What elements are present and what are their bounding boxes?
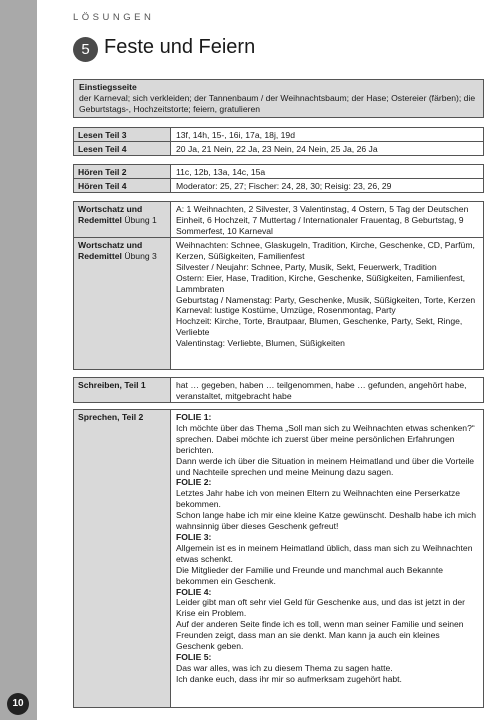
row-value: A: 1 Weihnachten, 2 Silvester, 3 Valentinstag, 4 Ostern, 5 Tag der Deutschen Einheit, 6 Hochzeit, 7 Muttertag / Internationaler Frauentag, 8 Geburtstag, 9 Sommerfest, 10 Karneval bbox=[176, 204, 469, 236]
hoeren-row-2 bbox=[73, 164, 484, 179]
page-number: 10 bbox=[7, 693, 29, 715]
folie-paragraph: Ich möchte über das Thema „Soll man sich zu Weihnachten etwas schenken?“ sprechen. Dabei möchte ich zuerst über meine persönlichen Erfahrungen berichten. bbox=[176, 422, 475, 455]
row-value bbox=[171, 410, 483, 707]
schreiben-row bbox=[73, 377, 484, 403]
row-label: Sprechen, Teil 2 bbox=[74, 410, 171, 707]
chapter-number-badge: 5 bbox=[73, 37, 98, 62]
folie-paragraph: Schon lange habe ich mir eine kleine Katze gewünscht. Deshalb habe ich mich wahnsinnig über dieses Geschenk gefreut! bbox=[176, 510, 477, 532]
chapter-title: Feste und Feiern bbox=[104, 36, 256, 58]
folie-paragraph: Ich danke euch, dass ihr mir so aufmerksam zugehört habt. bbox=[176, 673, 402, 684]
wortschatz-line: Silvester / Neujahr: Schnee, Party, Musik, Sekt, Feuerwerk, Tradition bbox=[176, 261, 437, 272]
left-margin-band bbox=[0, 0, 37, 720]
row-value: hat … gegeben, haben … teilgenommen, habe … gefunden, angehört habe, veranstaltet, mitgebracht habe bbox=[176, 380, 467, 401]
wortschatz-uebung-1-row bbox=[73, 201, 484, 238]
lesen-row-3 bbox=[73, 127, 484, 142]
row-value: 20 Ja, 21 Nein, 22 Ja, 23 Nein, 24 Nein, 25 Ja, 26 Ja bbox=[176, 144, 378, 154]
wortschatz-line: Ostern: Eier, Hase, Tradition, Kirche, Geschenke, Süßigkeiten, Familienfest, Lammbraten bbox=[176, 272, 465, 294]
row-label: Lesen Teil 3 bbox=[74, 128, 171, 141]
row-label: Hören Teil 4 bbox=[74, 179, 171, 192]
folie-paragraph: Dann werde ich über die Situation in meinem Heimatland und über die Vorteile und Nachteile sprechen und meine Meinung dazu sagen. bbox=[176, 455, 475, 477]
folie-paragraph: Leider gibt man oft sehr viel Geld für Geschenke aus, und das ist jetzt in der Krise ein Problem. bbox=[176, 597, 465, 619]
folie-paragraph: Letztes Jahr habe ich von meinen Eltern zu Weihnachten eine Perserkatze bekommen. bbox=[176, 488, 461, 510]
row-value: 13f, 14h, 15-, 16i, 17a, 18j, 19d bbox=[176, 130, 295, 140]
row-value: Moderator: 25, 27; Fischer: 24, 28, 30; Reisig: 23, 26, 29 bbox=[176, 181, 392, 191]
wortschatz-uebung-3-row bbox=[73, 237, 484, 370]
intro-text: der Karneval; sich verkleiden; der Tannenbaum / der Weihnachtsbaum; der Hase; Ostereier (färben); die Geburtstags-, Hochzeitstorte; feiern, gratulieren bbox=[79, 92, 476, 114]
row-label: Wortschatz und Redemittel Übung 1 bbox=[74, 202, 171, 237]
row-label: Lesen Teil 4 bbox=[74, 142, 171, 155]
row-value: 11c, 12b, 13a, 14c, 15a bbox=[176, 167, 266, 177]
row-label: Schreiben, Teil 1 bbox=[74, 378, 171, 402]
sprechen-row bbox=[73, 409, 484, 708]
wortschatz-line: Weihnachten: Schnee, Glaskugeln, Tradition, Kirche, Geschenke, CD, Parfüm, Kerzen, Süßigkeiten, Familienfest bbox=[176, 240, 475, 261]
row-value bbox=[171, 238, 483, 369]
folie-title: FOLIE 3: bbox=[176, 531, 212, 542]
wortschatz-line: Karneval: lustige Kostüme, Umzüge, Rosenmontag, Party bbox=[176, 305, 396, 316]
folie-title: FOLIE 4: bbox=[176, 586, 212, 597]
row-label: Hören Teil 2 bbox=[74, 165, 171, 178]
folie-paragraph: Auf der anderen Seite finde ich es toll, wenn man seiner Familie und seinen Freunden zeigt, dass man an sie denkt. Man kann ja auch ein kleines Geschenk geben. bbox=[176, 619, 464, 652]
folie-title: FOLIE 1: bbox=[176, 412, 212, 422]
section-label: LÖSUNGEN bbox=[73, 12, 155, 23]
folie-paragraph: Allgemein ist es in meinem Heimatland üblich, dass man sich zu Weihnachten etwas schenkt. bbox=[176, 542, 473, 564]
lesen-row-4 bbox=[73, 141, 484, 156]
row-label: Wortschatz und Redemittel Übung 3 bbox=[74, 238, 171, 369]
wortschatz-line: Hochzeit: Kirche, Torte, Brautpaar, Blumen, Geschenke, Party, Sekt, Ringe, Verliebte bbox=[176, 316, 463, 338]
folie-paragraph: Die Mitglieder der Familie und Freunde und manchmal auch Bekannte bekommen ein Geschenk. bbox=[176, 564, 444, 586]
wortschatz-line: Valentinstag: Verliebte, Blumen, Süßigkeiten bbox=[176, 338, 345, 349]
hoeren-row-4 bbox=[73, 178, 484, 193]
folie-title: FOLIE 5: bbox=[176, 651, 212, 662]
folie-paragraph: Das war alles, was ich zu diesem Thema zu sagen hatte. bbox=[176, 662, 393, 673]
wortschatz-line: Geburtstag / Namenstag: Party, Geschenke, Musik, Süßigkeiten, Torte, Kerzen bbox=[176, 294, 476, 305]
folie-title: FOLIE 2: bbox=[176, 477, 212, 488]
intro-title: Einstiegsseite bbox=[79, 82, 137, 92]
intro-box bbox=[73, 79, 484, 118]
